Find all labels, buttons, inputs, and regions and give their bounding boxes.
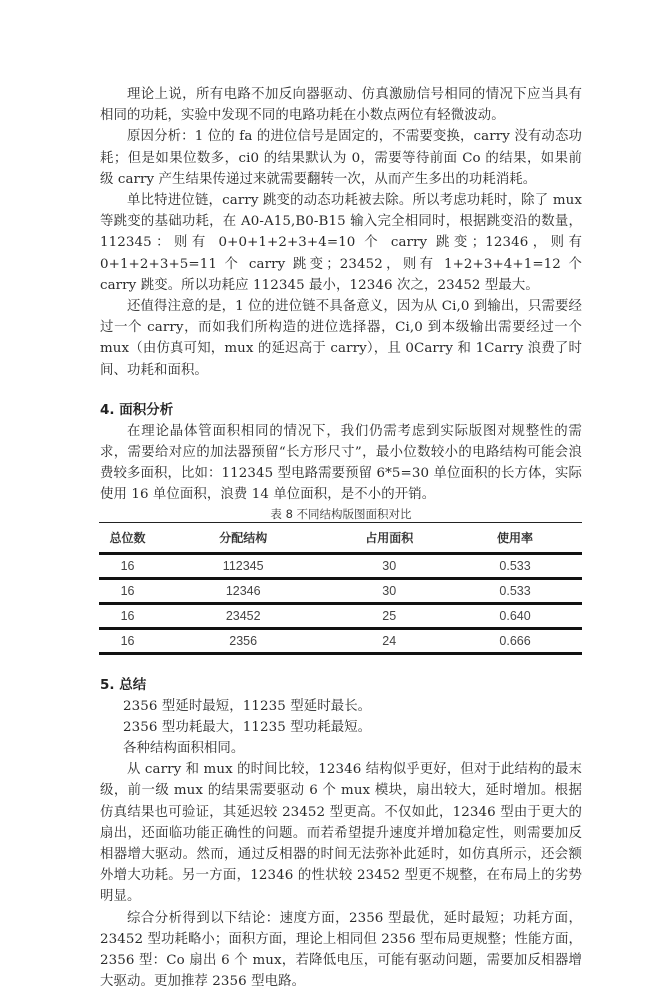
table-cell: 16 bbox=[99, 578, 156, 603]
summary-line-delay: 2356 型延时最短，11235 型延时最长。 bbox=[123, 698, 372, 714]
table-cell: 0.666 bbox=[448, 628, 582, 653]
table-caption: 表 8 不同结构版图面积对比 bbox=[270, 506, 412, 521]
column-header: 总位数 bbox=[99, 522, 156, 553]
area-comparison-table bbox=[99, 522, 582, 655]
table-header-row bbox=[99, 522, 582, 553]
paragraph-conclusion: 综合分析得到以下结论：速度方面，2356 型最优，延时最短；功耗方面，23452 型功耗略小；面积方面，理论上相同但 2356 型布局更规整；性能方面，2356 型：Co 扇出 6 个 mux，若降低电压，可能有驱动问题，需要加反相器增大驱动。更加推荐 2356 型电路。 bbox=[100, 910, 582, 990]
column-header: 占用面积 bbox=[330, 522, 448, 553]
table-cell: 0.533 bbox=[448, 553, 582, 578]
paragraph-cause-analysis: 原因分析：1 位的 fa 的进位信号是固定的，不需要变换，carry 没有动态功耗；但是如果位数多，ci0 的结果默认为 0，需要等待前面 Co 的结果，如果前级 carry 产生结果传递过来就需要翻转一次，从而产生多出的功耗消耗。 bbox=[100, 129, 582, 187]
table-cell: 30 bbox=[330, 553, 448, 578]
paragraph-carry-mux-comparison: 从 carry 和 mux 的时间比较，12346 结构似乎更好，但对于此结构的最末级，前一级 mux 的结果需要驱动 6 个 mux 模块，扇出较大，延时增加。根据仿真结果也可验证，其延迟较 23452 型更高。不仅如此，12346 型由于更大的扇出，还面临功能正确性的问题。而若希望提升速度并增加稳定性，则需要加反相器增大驱动。然而，通过反相器的时间无法弥补此延时，如仿真所示，还会额外增大功耗。另一方面，12346 的性状较 23452 型更不规整，在布局上的劣势明显。 bbox=[100, 762, 582, 905]
table-row bbox=[99, 603, 582, 628]
table-row bbox=[99, 628, 582, 653]
table-cell: 23452 bbox=[156, 603, 330, 628]
summary-line-area: 各种结构面积相同。 bbox=[123, 741, 245, 757]
table-row bbox=[99, 553, 582, 578]
table-cell: 2356 bbox=[156, 628, 330, 653]
section-heading-summary: 5. 总结 bbox=[100, 676, 147, 693]
table-cell: 24 bbox=[330, 628, 448, 653]
paragraph-area-analysis: 在理论晶体管面积相同的情况下，我们仍需考虑到实际版图对规整性的需求，需要给对应的加法器预留“长方形尺寸”，最小位数较小的电路结构可能会浪费较多面积，比如：112345 型电路需要预留 6*5=30 单位面积的长方体，实际使用 16 单位面积，浪费 14 单位面积，是不小的开销。 bbox=[100, 423, 582, 503]
table-cell: 12346 bbox=[156, 578, 330, 603]
table-cell: 112345 bbox=[156, 553, 330, 578]
document-page bbox=[100, 84, 582, 993]
column-header: 使用率 bbox=[448, 522, 582, 553]
column-header: 分配结构 bbox=[156, 522, 330, 553]
section-heading-area: 4. 面积分析 bbox=[100, 401, 174, 418]
table-cell: 0.533 bbox=[448, 578, 582, 603]
table-cell: 16 bbox=[99, 628, 156, 653]
paragraph-power-theory: 理论上说，所有电路不加反向器驱动、仿真激励信号相同的情况下应当具有相同的功耗，实验中发现不同的电路功耗在小数点两位有轻微波动。 bbox=[100, 87, 582, 124]
summary-line-power: 2356 型功耗最大，11235 型功耗最短。 bbox=[123, 719, 372, 735]
paragraph-note: 还值得注意的是，1 位的进位链不具备意义，因为从 Ci,0 到输出，只需要经过一个 carry，而如我们所构造的进位选择器，Ci,0 到本级输出需要经过一个 mux（由仿真可知，mux 的延迟高于 carry），且 0Carry 和 1Carry 浪费了时间、功耗和面积。 bbox=[100, 299, 582, 378]
table-cell: 30 bbox=[330, 578, 448, 603]
table-cell: 0.640 bbox=[448, 603, 582, 628]
table-cell: 16 bbox=[99, 603, 156, 628]
paragraph-single-bit-carry: 单比特进位链，carry 跳变的动态功耗被去除。所以考虑功耗时，除了 mux 等跳变的基础功耗，在 A0-A15,B0-B15 输入完全相同时，根据跳变沿的数量，112345：则有 0+0+1+2+3+4=10 个 carry 跳变；12346，则有 0+1+2+3+5=11 个 carry 跳变；23452，则有 1+2+3+4+1=12 个 carry 跳变。所以功耗应 112345 最小，12346 次之，23452 型最大。 bbox=[100, 193, 582, 293]
table-cell: 16 bbox=[99, 553, 156, 578]
table-row bbox=[99, 578, 582, 603]
table-cell: 25 bbox=[330, 603, 448, 628]
